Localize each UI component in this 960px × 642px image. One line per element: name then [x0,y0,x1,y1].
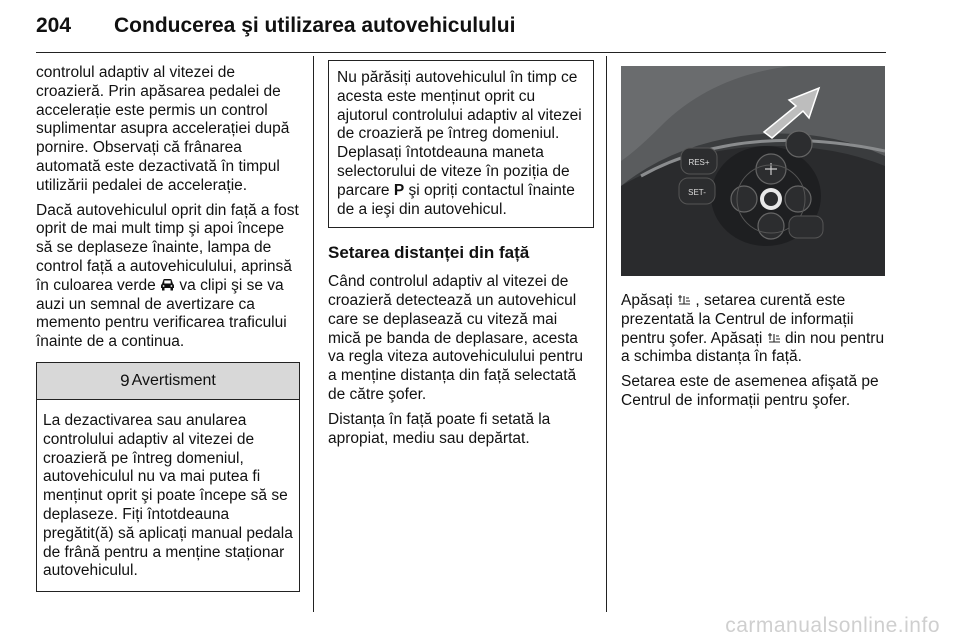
column-divider [313,56,314,612]
paragraph [621,292,887,367]
chapter-title: Conducerea şi utilizarea autovehiculului [114,14,516,37]
following-distance-icon [767,332,781,344]
column-divider [606,56,607,612]
column-middle [328,64,594,454]
set-button-label: SET- [688,188,706,197]
notice-box [328,60,594,228]
column-left [36,64,300,592]
paragraph [36,202,300,352]
res-button-label: RES+ [688,158,710,167]
steering-wheel-image [621,66,885,276]
paragraph: Setarea este de asemenea afişată pe Centrul de informații pentru şofer. [621,373,879,409]
vehicle-ahead-icon [160,278,175,291]
paragraph: Distanța în față poate fi setată la apropiat, mediu sau depărtat. [328,410,551,447]
section-heading: Setarea distanței din față [328,243,530,263]
notice-text: şi opriți contactul înainte de a ieşi din autovehicul. [337,181,575,218]
paragraph-text: , setarea curentă este prezentată la Centrul de informații pentru şofer. Apăsați [621,292,854,347]
paragraph-text: Dacă autovehiculul oprit din față a fost oprit de mai mult timp şi apoi începe să se deplaseze înainte, lampa de control față a autovehiculului, aprinsă în culoarea verde [36,201,299,294]
following-distance-icon [677,294,691,306]
paragraph: Când controlul adaptiv al vitezei de croazieră detectează un autovehicul care se deplasează cu viteză mai mică pe banda de deplasare, acesta va regla viteza autovehiculului pentru a menține distanța din față selectată de către şofer. [328,273,584,403]
warning-title: Avertisment [131,371,216,389]
page-header [36,14,886,53]
paragraph-text: va clipi şi se va auzi un semnal de avertizare ca memento pentru verificarea traficului înainte de a continua. [36,276,287,351]
paragraph-text: Apăsați [621,292,673,309]
watermark-text: carmanualsonline.info [725,614,940,637]
page-number: 204 [36,14,72,37]
notice-text: Nu părăsiți autovehiculul în timp ce acesta este menținut oprit cu ajutorul controlului adaptiv al vitezei de croazieră pe întreg domeniul. Deplasați întotdeauna maneta selectorului de viteze în poziția de parcare [337,69,582,199]
column-right [621,64,887,417]
park-position-label: P [393,181,405,199]
paragraph-text: din nou pentru a schimba distanța în față. [621,329,885,366]
warning-box [36,362,300,592]
warning-text: La dezactivarea sau anularea controlului adaptiv al vitezei de croazieră pe întreg domeniul, autovehiculul nu va mai putea fi menținut oprit şi poate începe să se deplaseze. Fiți întotdeauna pregătit(ă) să aplicați manual pedala de frână pentru a menține staționar autovehiculul. [43,411,293,580]
warning-header [37,363,299,400]
warning-icon: 9 [120,370,130,390]
paragraph: controlul adaptiv al vitezei de croazieră. Prin apăsarea pedalei de accelerație este permis un control suplimentar asupra accelerației după pornire. Observați că frânarea automată este dezactivată în timpul utilizării pedalei de accelerație. [36,64,290,194]
